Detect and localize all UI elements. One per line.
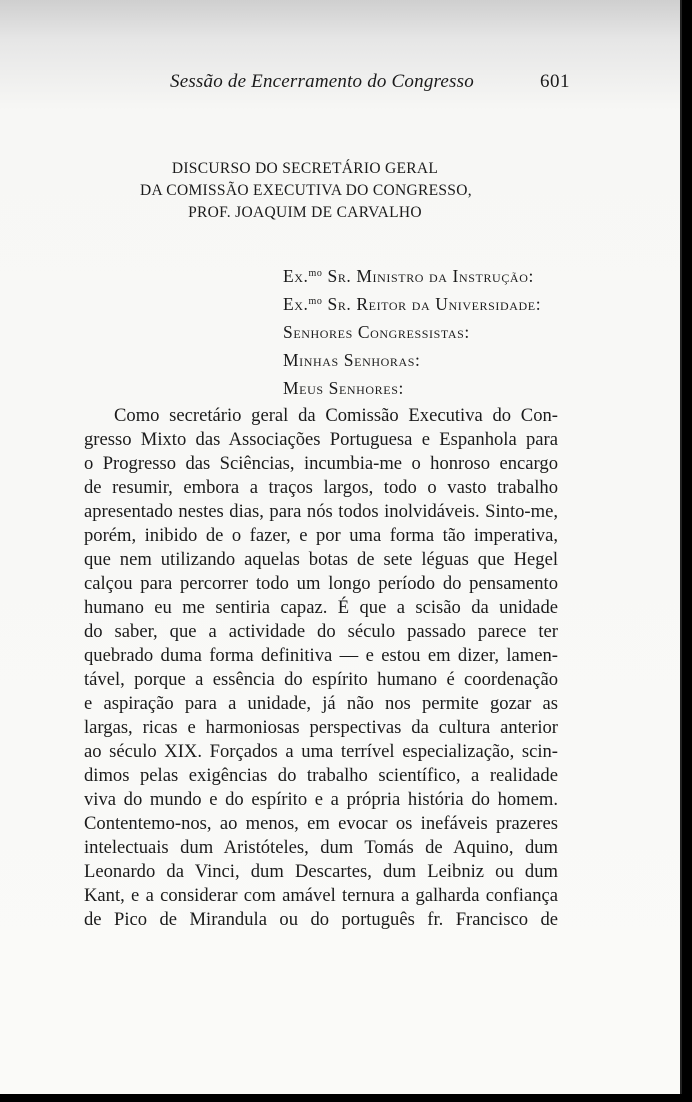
salutation-congressists [283,317,541,345]
text-line: calçou para percorrer todo um longo período do pensamento [84,573,558,594]
text-line: viva do mundo e do espírito e a própria história do homem. [84,789,558,810]
salutation-text: Minhas Senhoras: [283,350,421,370]
speech-heading [140,158,470,224]
text-line: que nem utilizando aquelas botas de sete léguas que Hegel [84,549,558,570]
salutation-minister [283,261,541,289]
speech-body [84,404,558,932]
text-line: porém, inibido de o fazer, e por uma forma tão imperativa, [84,525,558,546]
heading-line: PROF. JOAQUIM DE CARVALHO [188,204,422,221]
salutation-text: Senhores Congressistas: [283,322,470,342]
text-line: de resumir, embora a traços largos, todo o vasto trabalho [84,477,558,498]
text-line: Como secretário geral da Comissão Executiva do Con- [114,405,558,426]
text-line: apresentado nestes dias, para nós todos inolvidáveis. Sinto-me, [84,501,558,522]
salutation-superscript: mo [308,268,323,279]
salutation-text: Sr. Reitor da Universidade: [322,294,542,314]
text-line: humano eu me sentiria capaz. É que a scisão da unidade [84,597,558,618]
salutation-gentlemen [283,373,541,401]
salutation-ladies [283,345,541,373]
text-line: ao século XIX. Forçados a uma terrível especialização, scin- [84,741,558,762]
running-title: Sessão de Encerramento do Congresso [170,71,474,92]
text-line: Leonardo da Vinci, dum Descartes, dum Leibniz ou dum [84,861,558,882]
text-line: de Pico de Mirandula ou do português fr. Francisco de [84,909,558,930]
page-number: 601 [540,71,570,92]
text-line: do saber, que a actividade do século passado parece ter [84,621,558,642]
salutation-prefix: Ex. [283,266,309,286]
text-line: dimos pelas exigências do trabalho scientífico, a realidade [84,765,558,786]
text-line: intelectuais dum Aristóteles, dum Tomás de Aquino, dum [84,837,558,858]
running-head [108,71,570,99]
heading-line: DISCURSO DO SECRETÁRIO GERAL [171,160,439,177]
heading-line: DA COMISSÃO EXECUTIVA DO CONGRESSO, [140,182,472,199]
text-line: e aspiração para a unidade, já não nos permite gozar as [84,693,558,714]
salutation-text: Meus Senhores: [283,378,404,398]
text-line: o Progresso das Sciências, incumbia-me o honroso encargo [84,453,558,474]
text-line: Kant, e a considerar com amável ternura a galharda confiança [84,885,558,906]
salutation-rector [283,289,541,317]
salutations [283,261,541,401]
text-line: gresso Mixto das Associações Portuguesa e Espanhola para [84,429,558,450]
text-line: quebrado duma forma definitiva — e estou em dizer, lamen- [84,645,558,666]
text-line: Contentemo-nos, ao menos, em evocar os inefáveis prazeres [84,813,558,834]
salutation-superscript: mo [308,296,323,307]
salutation-prefix: Ex. [283,294,309,314]
text-line: largas, ricas e harmoniosas perspectivas da cultura anterior [84,717,558,738]
text-line: tável, porque a essência do espírito humano é coordenação [84,669,558,690]
salutation-text: Sr. Ministro da Instrução: [322,266,534,286]
